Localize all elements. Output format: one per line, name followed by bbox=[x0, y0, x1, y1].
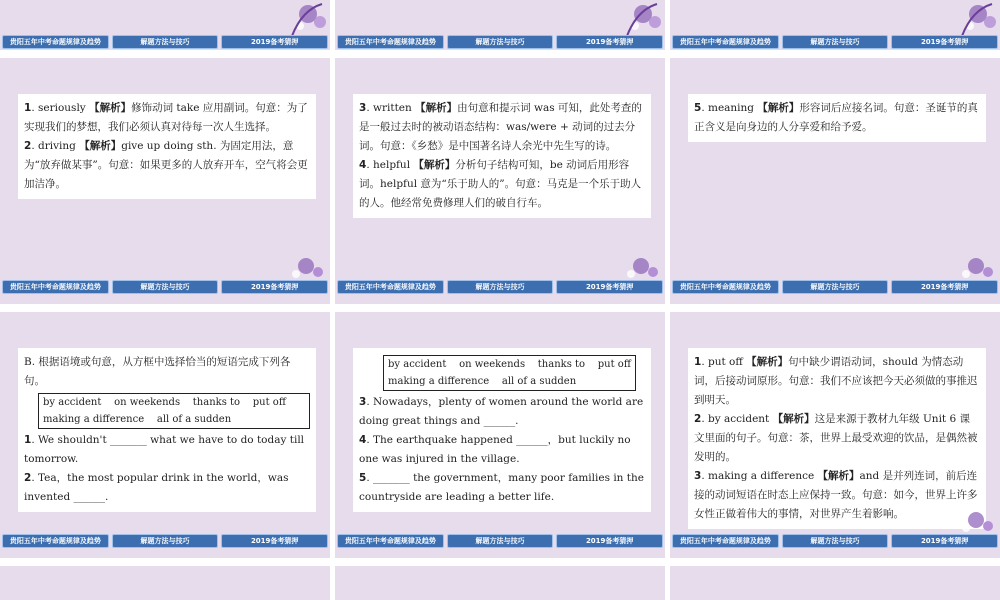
floral-deco-icon bbox=[936, 508, 996, 536]
tab-predict[interactable]: 2019备考猜押 bbox=[556, 35, 663, 49]
tab-predict[interactable]: 2019备考猜押 bbox=[891, 534, 998, 548]
floral-deco-icon bbox=[266, 254, 326, 282]
tab-methods[interactable]: 解题方法与技巧 bbox=[782, 534, 889, 548]
tab-trends[interactable]: 贵阳五年中考命题规律及趋势 bbox=[2, 35, 109, 49]
slide-bottom-center bbox=[335, 566, 665, 600]
tab-trends[interactable]: 贵阳五年中考命题规律及趋势 bbox=[2, 534, 109, 548]
slide-3 bbox=[670, 58, 1000, 304]
tab-trends[interactable]: 贵阳五年中考命题规律及趋势 bbox=[672, 35, 779, 49]
tab-trends[interactable]: 贵阳五年中考命题规律及趋势 bbox=[337, 35, 444, 49]
answer-card bbox=[688, 94, 986, 142]
question-item: 1. We shouldn't _______ what we have to do today till tomorrow. bbox=[24, 434, 305, 465]
footer-tabs bbox=[337, 280, 663, 294]
answer-item: 5. meaning 【解析】形容词后应接名词。句意：圣诞节的真正含义是向身边的人分享爱和给予爱。 bbox=[694, 102, 978, 133]
slide-top-right bbox=[670, 0, 1000, 50]
tab-methods[interactable]: 解题方法与技巧 bbox=[447, 534, 554, 548]
tab-predict[interactable]: 2019备考猜押 bbox=[221, 534, 328, 548]
header-tabs bbox=[2, 35, 328, 49]
phrase-box: by accident on weekends thanks to put off making a difference all of a sudden bbox=[38, 393, 310, 429]
tab-trends[interactable]: 贵阳五年中考命题规律及趋势 bbox=[337, 280, 444, 294]
answer-item: 1. seriously 【解析】修饰动词 take 应用副词。句意：为了实现我们的梦想，我们必须认真对待每一次人生选择。 bbox=[24, 102, 308, 133]
tab-methods[interactable]: 解题方法与技巧 bbox=[782, 280, 889, 294]
tab-methods[interactable]: 解题方法与技巧 bbox=[782, 35, 889, 49]
slide-6 bbox=[670, 312, 1000, 558]
answer-card bbox=[688, 348, 986, 529]
tab-predict[interactable]: 2019备考猜押 bbox=[891, 280, 998, 294]
answer-item: 4. helpful 【解析】分析句子结构可知，be 动词后用形容词。helpful 意为“乐于助人的”。句意：马克是一个乐于助人的人。他经常免费修理人们的破自行车。 bbox=[359, 159, 642, 209]
question-item: 5. _______ the government，many poor families in the countryside are leading a better life. bbox=[359, 472, 644, 503]
footer-tabs bbox=[672, 280, 998, 294]
tab-predict[interactable]: 2019备考猜押 bbox=[556, 280, 663, 294]
footer-tabs bbox=[2, 280, 328, 294]
phrase-box: by accident on weekends thanks to put off making a difference all of a sudden bbox=[383, 355, 636, 391]
tab-predict[interactable]: 2019备考猜押 bbox=[221, 280, 328, 294]
tab-trends[interactable]: 贵阳五年中考命题规律及趋势 bbox=[337, 534, 444, 548]
header-tabs bbox=[337, 35, 663, 49]
tab-methods[interactable]: 解题方法与技巧 bbox=[447, 280, 554, 294]
question-item: 3. Nowadays，plenty of women around the world are doing great things and ______. bbox=[359, 396, 644, 427]
tab-trends[interactable]: 贵阳五年中考命题规律及趋势 bbox=[672, 280, 779, 294]
answer-card bbox=[18, 94, 316, 199]
answer-item: 2. driving 【解析】give up doing sth. 为固定用法，意为“放弃做某事”。句意：如果更多的人放弃开车，空气将会更加洁净。 bbox=[24, 140, 308, 190]
slide-4 bbox=[0, 312, 330, 558]
answer-item: 3. making a difference 【解析】and 是并列连词，前后连接的动词短语在时态上应保持一致。句意：如今，世界上许多女性正做着伟大的事情，对世界产生着影响。 bbox=[694, 470, 978, 520]
answer-item: 2. by accident 【解析】这是来源于教材九年级 Unit 6 课文里面的句子。句意：茶，世界上最受欢迎的饮品，是偶然被发明的。 bbox=[694, 413, 978, 463]
footer-tabs bbox=[337, 534, 663, 548]
tab-predict[interactable]: 2019备考猜押 bbox=[556, 534, 663, 548]
floral-deco-icon bbox=[601, 254, 661, 282]
tab-predict[interactable]: 2019备考猜押 bbox=[891, 35, 998, 49]
floral-deco-icon bbox=[932, 0, 1000, 36]
tab-predict[interactable]: 2019备考猜押 bbox=[221, 35, 328, 49]
answer-item: 3. written 【解析】由句意和提示词 was 可知，此处考查的是一般过去时的被动语态结构：was/were + 动词的过去分词。句意：《乡愁》是中国著名诗人余光中先生写的诗。 bbox=[359, 102, 642, 152]
tab-methods[interactable]: 解题方法与技巧 bbox=[112, 280, 219, 294]
tab-trends[interactable]: 贵阳五年中考命题规律及趋势 bbox=[672, 534, 779, 548]
header-tabs bbox=[672, 35, 998, 49]
footer-tabs bbox=[672, 534, 998, 548]
footer-tabs bbox=[2, 534, 328, 548]
floral-deco-icon bbox=[936, 254, 996, 282]
slide-bottom-left bbox=[0, 566, 330, 600]
slide-top-left bbox=[0, 0, 330, 50]
slide-5 bbox=[335, 312, 665, 558]
question-item: 4. The earthquake happened ______，but luckily no one was injured in the village. bbox=[359, 434, 631, 465]
tab-methods[interactable]: 解题方法与技巧 bbox=[447, 35, 554, 49]
floral-deco-icon bbox=[262, 0, 330, 36]
floral-deco-icon bbox=[597, 0, 665, 36]
exercise-card bbox=[353, 348, 651, 512]
tab-methods[interactable]: 解题方法与技巧 bbox=[112, 35, 219, 49]
answer-card bbox=[353, 94, 651, 218]
slide-2 bbox=[335, 58, 665, 304]
tab-methods[interactable]: 解题方法与技巧 bbox=[112, 534, 219, 548]
answer-item: 1. put off 【解析】句中缺少谓语动词，should 为情态动词，后接动词原形。句意：我们不应该把今天必须做的事推迟到明天。 bbox=[694, 356, 978, 406]
tab-trends[interactable]: 贵阳五年中考命题规律及趋势 bbox=[2, 280, 109, 294]
slide-bottom-right bbox=[670, 566, 1000, 600]
question-item: 2. Tea，the most popular drink in the world，was invented ______. bbox=[24, 472, 289, 503]
slide-1 bbox=[0, 58, 330, 304]
exercise-heading: B. 根据语境或句意，从方框中选择恰当的短语完成下列各句。 bbox=[24, 356, 291, 387]
exercise-card bbox=[18, 348, 316, 512]
slide-top-center bbox=[335, 0, 665, 50]
